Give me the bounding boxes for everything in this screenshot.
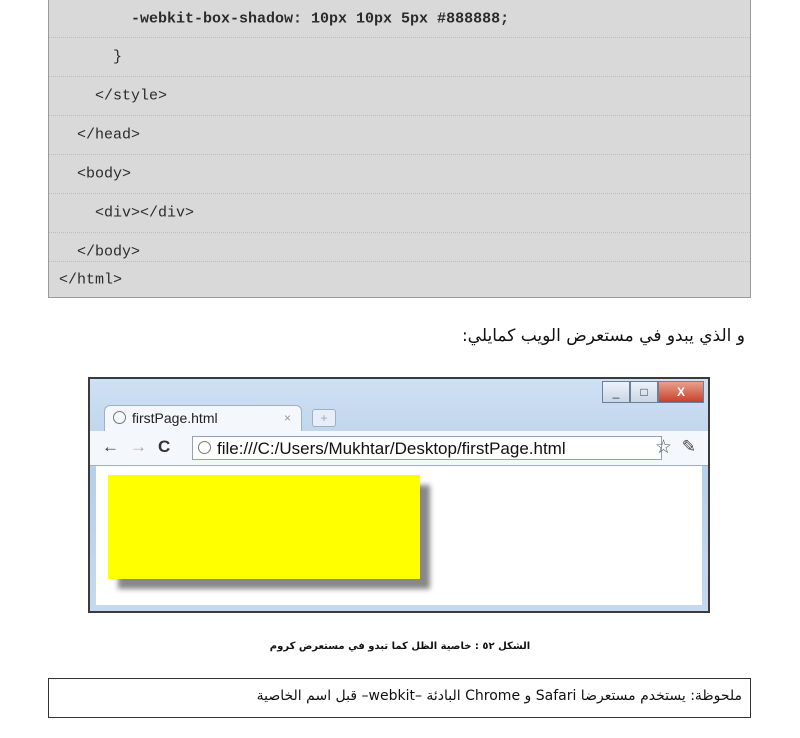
window-controls xyxy=(602,381,704,403)
code-line-text: </head> xyxy=(59,126,141,144)
page-viewport xyxy=(96,466,702,605)
browser-screenshot-figure xyxy=(88,377,710,613)
code-line-text: </body> xyxy=(59,243,141,261)
bookmark-star-icon[interactable]: ☆ xyxy=(654,437,672,458)
close-button[interactable]: X xyxy=(658,381,704,403)
maximize-button[interactable]: □ xyxy=(630,381,658,403)
code-line-text: </html> xyxy=(59,271,123,288)
figure-caption: الشكل ٥٢ : خاصية الظل كما تبدو في مستعرض كروم xyxy=(269,641,531,652)
back-arrow-icon[interactable]: ← xyxy=(102,437,119,456)
forward-arrow-icon[interactable]: → xyxy=(130,437,147,456)
new-tab-button[interactable]: + xyxy=(312,409,336,427)
intro-paragraph: و الذي يبدو في مستعرض الويب كمايلي: xyxy=(461,326,745,346)
note-box xyxy=(48,678,751,718)
tab-title: firstPage.html xyxy=(132,410,218,426)
address-bar[interactable] xyxy=(192,436,662,460)
tab-close-icon[interactable]: × xyxy=(283,411,291,425)
code-block xyxy=(48,0,751,298)
wrench-icon[interactable]: ✎ xyxy=(681,437,696,456)
code-line xyxy=(49,0,750,38)
url-text: file:///C:/Users/Mukhtar/Desktop/firstPage.html xyxy=(217,439,566,458)
tab-firstpage[interactable] xyxy=(104,405,302,431)
reload-icon[interactable]: C xyxy=(158,437,171,456)
code-line-text: -webkit-box-shadow: 10px 10px 5px #888888; xyxy=(59,10,510,27)
code-line-text: <body> xyxy=(59,165,132,183)
code-line xyxy=(49,115,750,154)
code-line xyxy=(49,76,750,115)
code-line-text: } xyxy=(59,48,123,66)
code-line-text: </style> xyxy=(59,87,168,105)
globe-icon xyxy=(198,441,211,454)
browser-toolbar xyxy=(90,431,708,466)
code-line xyxy=(49,37,750,76)
code-line xyxy=(49,154,750,193)
note-text: ملحوظة: يستخدم مستعرضا Safari و Chrome البادئة –webkit– قبل اسم الخاصية xyxy=(256,688,742,704)
minimize-button[interactable]: _ xyxy=(602,381,630,403)
code-line xyxy=(49,193,750,232)
code-line-text: <div></div> xyxy=(59,204,195,222)
globe-icon xyxy=(113,411,126,424)
browser-window xyxy=(90,379,708,611)
code-line xyxy=(49,261,750,297)
shadowed-yellow-div xyxy=(108,475,420,579)
